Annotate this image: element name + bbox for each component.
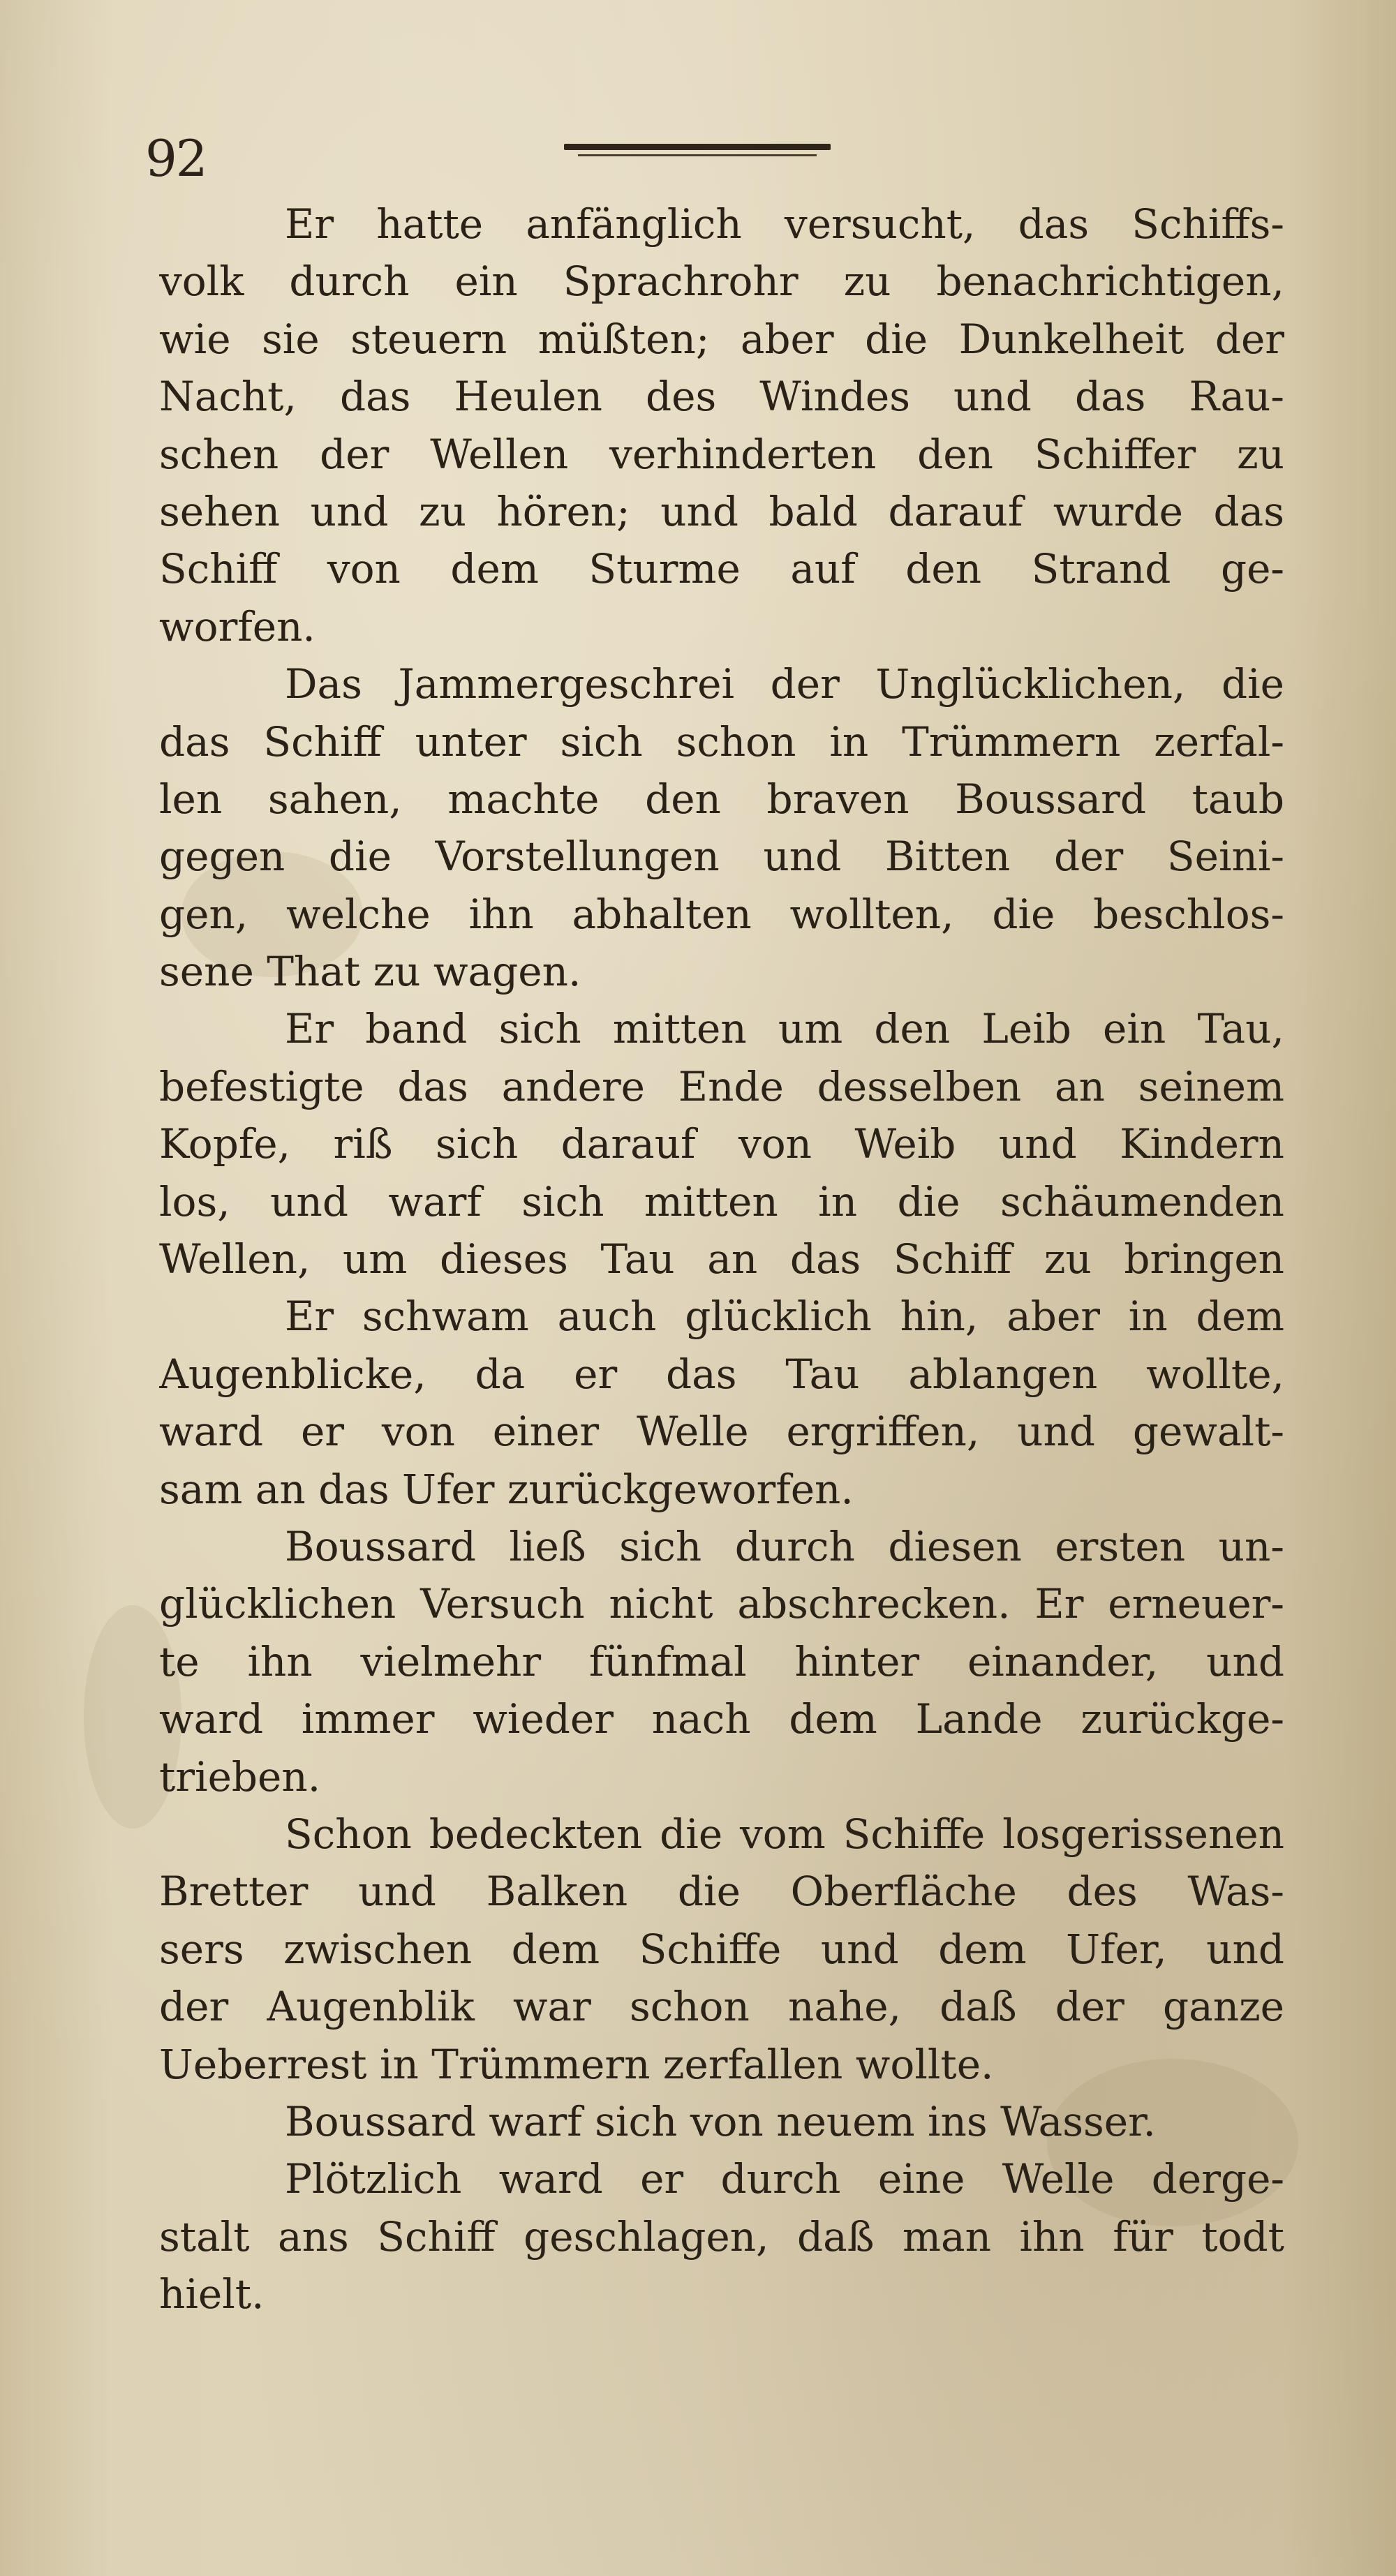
- text-line: Er band sich mitten um den Leib ein Tau,: [285, 1005, 1284, 1053]
- text-line: Kopfe, riß sich darauf von Weib und Kindern: [159, 1120, 1284, 1168]
- text-line: hielt.: [159, 2270, 265, 2318]
- text-line: befestigte das andere Ende desselben an seinem: [159, 1062, 1284, 1110]
- text-line: sam an das Ufer zurückgeworfen.: [159, 1465, 854, 1513]
- header-rule-thick: [564, 144, 831, 150]
- text-line: Boussard warf sich von neuem ins Wasser.: [285, 2097, 1156, 2145]
- text-line: len sahen, machte den braven Boussard taub: [159, 775, 1284, 823]
- text-line: worfen.: [159, 602, 315, 650]
- text-line: volk durch ein Sprachrohr zu benachrichtigen,: [159, 258, 1284, 306]
- page-number: 92: [145, 129, 207, 188]
- text-line: Er hatte anfänglich versucht, das Schiffs-: [285, 200, 1284, 248]
- text-line: wie sie steuern müßten; aber die Dunkelheit der: [159, 315, 1284, 363]
- text-line: stalt ans Schiff geschlagen, daß man ihn für todt: [159, 2212, 1284, 2261]
- text-line: schen der Wellen verhinderten den Schiffer zu: [159, 430, 1284, 478]
- text-line: gen, welche ihn abhalten wollten, die beschlos-: [159, 890, 1284, 938]
- text-line: Nacht, das Heulen des Windes und das Rau-: [159, 373, 1284, 421]
- text-line: Augenblicke, da er das Tau ablangen wollte,: [159, 1350, 1284, 1398]
- body-text: [159, 195, 1284, 2323]
- text-line: ward immer wieder nach dem Lande zurückge-: [159, 1695, 1284, 1743]
- text-line: sene That zu wagen.: [159, 948, 581, 996]
- text-line: ward er von einer Welle ergriffen, und gewalt-: [159, 1408, 1284, 1456]
- header-ornament-rule: [564, 144, 831, 161]
- text-line: los, und warf sich mitten in die schäumenden: [159, 1177, 1284, 1226]
- text-line: te ihn vielmehr fünfmal hinter einander, und: [159, 1637, 1284, 1685]
- text-line: Er schwam auch glücklich hin, aber in dem: [285, 1293, 1284, 1341]
- text-line: glücklichen Versuch nicht abschrecken. Er erneuer-: [159, 1580, 1284, 1628]
- text-line: Schon bedeckten die vom Schiffe losgerissenen: [285, 1810, 1284, 1858]
- text-line: trieben.: [159, 1752, 321, 1801]
- text-line: das Schiff unter sich schon in Trümmern zerfal-: [159, 717, 1284, 766]
- text-line: Wellen, um dieses Tau an das Schiff zu bringen: [159, 1235, 1284, 1283]
- text-line: Schiff von dem Sturme auf den Strand ge-: [159, 545, 1284, 593]
- text-line: Das Jammergeschrei der Unglücklichen, die: [285, 660, 1284, 708]
- text-line: Boussard ließ sich durch diesen ersten un-: [285, 1522, 1284, 1570]
- text-line: sehen und zu hören; und bald darauf wurde das: [159, 487, 1284, 535]
- text-line: sers zwischen dem Schiffe und dem Ufer, und: [159, 1925, 1284, 1973]
- text-line: gegen die Vorstellungen und Bitten der Seini-: [159, 833, 1284, 881]
- text-line: Ueberrest in Trümmern zerfallen wollte.: [159, 2040, 994, 2088]
- text-line: der Augenblik war schon nahe, daß der ganze: [159, 1983, 1284, 2031]
- text-line: Bretter und Balken die Oberfläche des Was-: [159, 1868, 1284, 1916]
- text-line: Plötzlich ward er durch eine Welle derge-: [285, 2155, 1284, 2203]
- header-rule-thin: [578, 154, 817, 156]
